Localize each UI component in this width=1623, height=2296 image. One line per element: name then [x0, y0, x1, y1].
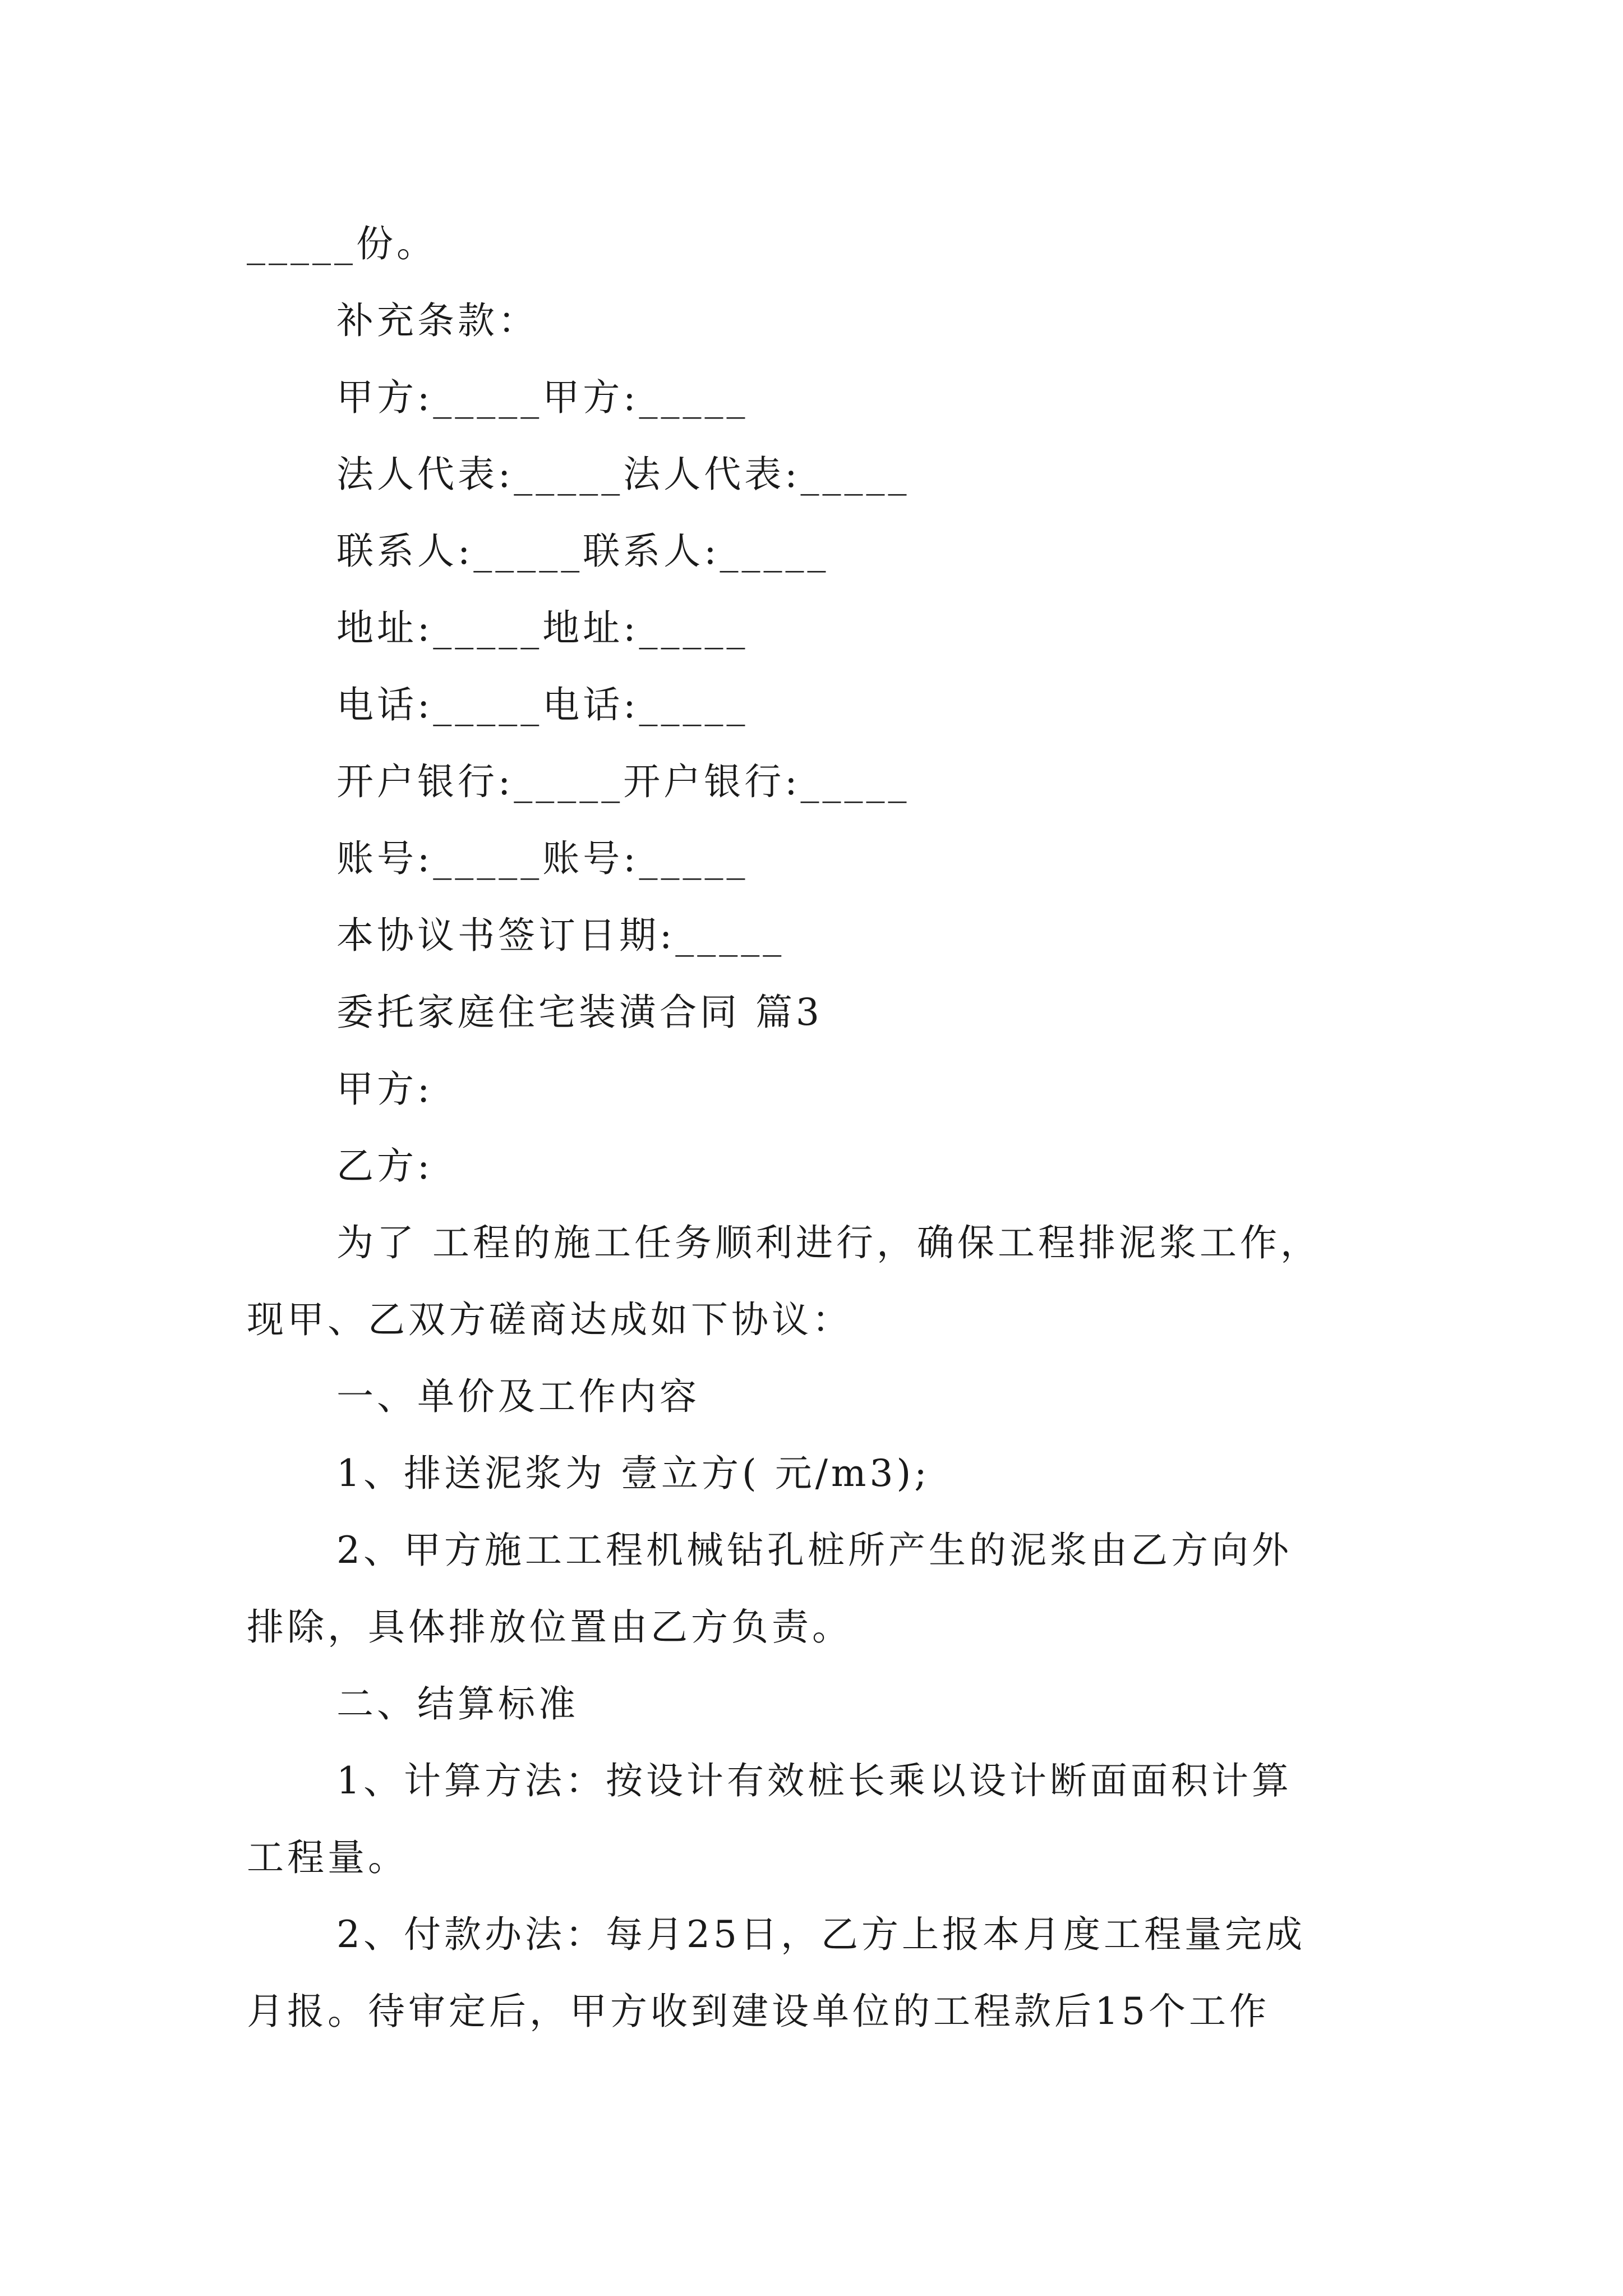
text-line: 2、付款办法：每月25日，乙方上报本月度工程量完成: [336, 1913, 1306, 1956]
text-line: 月报。待审定后，甲方收到建设单位的工程款后15个工作: [247, 1990, 1270, 2033]
text-line: 联系人:_____联系人:_____: [336, 530, 829, 573]
text-line: 为了 工程的施工任务顺利进行，确保工程排泥浆工作，: [336, 1221, 1321, 1264]
text-line: 甲方:: [336, 1068, 434, 1111]
text-line: 1、计算方法：按设计有效桩长乘以设计断面面积计算: [336, 1759, 1292, 1802]
text-line: 电话:_____电话:_____: [336, 683, 749, 726]
text-line: 工程量。: [247, 1836, 408, 1879]
text-line: 一、单价及工作内容: [336, 1375, 700, 1418]
text-line: 现甲、乙双方磋商达成如下协议：: [247, 1298, 852, 1341]
text-line: _____份。: [247, 222, 437, 265]
text-line: 2、甲方施工工程机械钻孔桩所产生的泥浆由乙方向外: [336, 1529, 1292, 1572]
section-heading: 委托家庭住宅装潢合同 篇3: [336, 991, 823, 1034]
text-line: 账号:_____账号:_____: [336, 837, 749, 880]
text-line: 甲方:_____甲方:_____: [336, 376, 749, 419]
text-line: 本协议书签订日期:_____: [336, 914, 785, 957]
text-line: 乙方:: [336, 1144, 434, 1188]
text-line: 排除，具体排放位置由乙方负责。: [247, 1605, 852, 1649]
text-line: 补充条款：: [336, 299, 538, 342]
text-line: 地址:_____地址:_____: [336, 606, 749, 650]
text-line: 开户银行:_____开户银行:_____: [336, 760, 910, 803]
text-line: 1、排送泥浆为 壹立方( 元/m3);: [336, 1452, 930, 1495]
text-line: 法人代表:_____法人代表:_____: [336, 453, 910, 496]
text-line: 二、结算标准: [336, 1682, 579, 1726]
